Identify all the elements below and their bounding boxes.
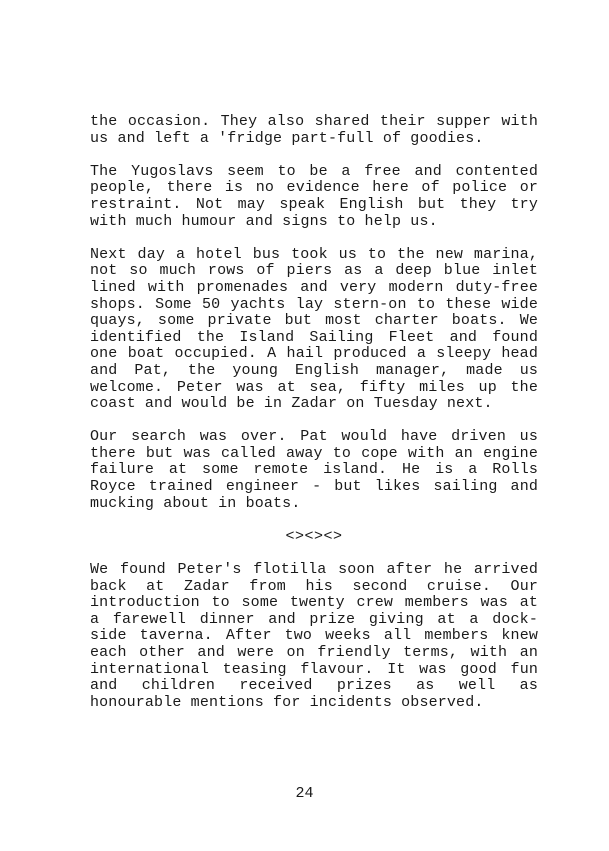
paragraph-flotilla: We found Peter's flotilla soon after he arrived back at Zadar from his second cruise. Our introduction to some twenty crew members was at a farewell dinner and prize giving at a dock-side taverna. After two weeks all members knew each other and were on friendly terms, with an international teasing flavour. It was good fun and children received prizes as well as honourable mentions for incidents observed. — [90, 561, 538, 711]
paragraph-spacer — [90, 230, 538, 247]
paragraph-supper: the occasion. They also shared their supper with us and left a 'fridge part-full of goodies. — [90, 113, 538, 147]
paragraph-marina: Next day a hotel bus took us to the new marina, not so much rows of piers as a deep blue inlet lined with promenades and very modern duty-free shops. Some 50 yachts lay stern-on to these wide quays, some private but most charter boats. We identified the Island Sailing Fleet and found one boat occupied. A hail produced a sleepy head and Pat, the young English manager, made us welcome. Peter was at sea, fifty miles up the coast and would be in Zadar on Tuesday next. — [90, 245, 538, 413]
paragraph-spacer — [90, 147, 538, 164]
paragraph-yugoslavs: The Yugoslavs seem to be a free and contented people, there is no evidence here of police or restraint. Not may speak English but they try with much humour and signs to help us. — [90, 162, 538, 230]
section-divider: <><><> — [285, 527, 343, 545]
page-number: 24 — [295, 785, 314, 802]
paragraph-spacer — [90, 413, 538, 430]
paragraph-search-over: Our search was over. Pat would have driven us there but was called away to cope with an engine failure at some remote island. He is a Rolls Royce trained engineer - but likes sailing and mucking about in boats. — [90, 428, 538, 512]
paragraph-spacer — [90, 545, 538, 562]
paragraph-spacer — [90, 512, 538, 529]
document-page — [90, 114, 538, 711]
